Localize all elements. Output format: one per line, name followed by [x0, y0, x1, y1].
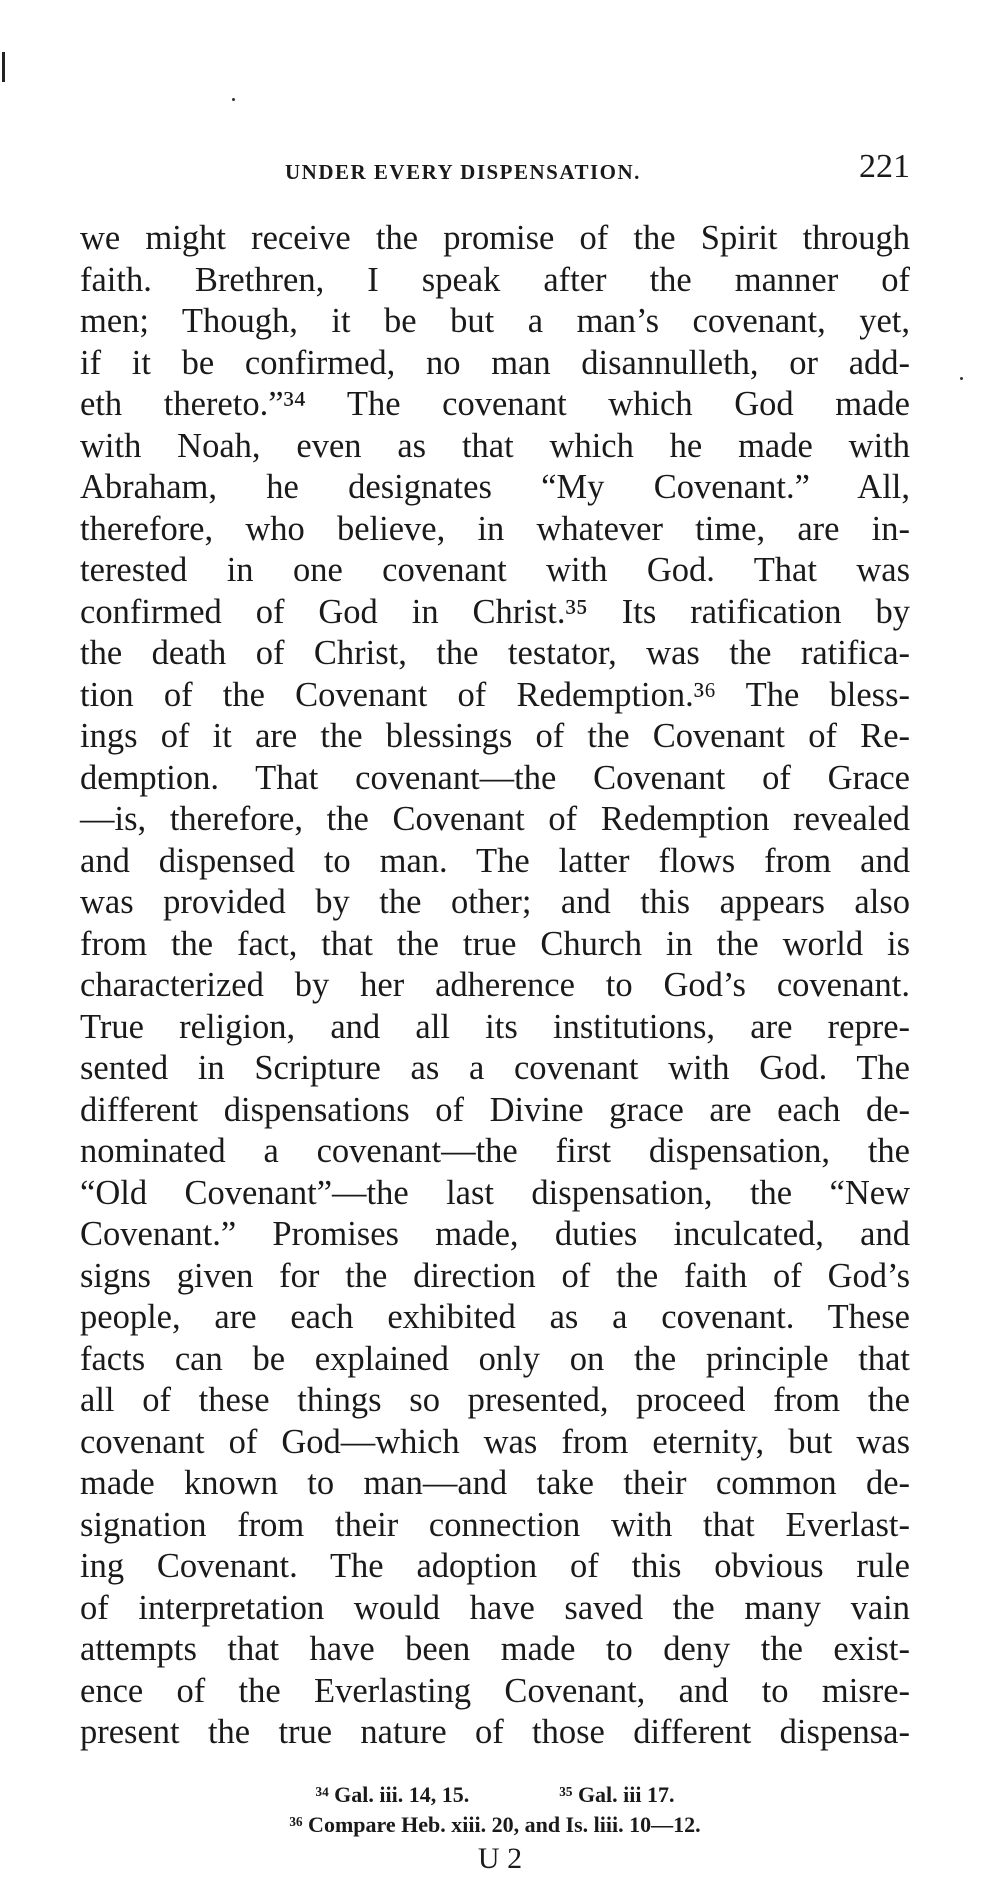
text-line: covenant of God—which was from eternity, but was	[80, 1422, 910, 1461]
scan-speck	[232, 98, 235, 101]
text-line: present the true nature of those different dispensa-	[80, 1713, 910, 1751]
footnote-35: ³⁵ Gal. iii 17.	[559, 1782, 675, 1807]
footnote-34: ³⁴ Gal. iii. 14, 15.	[315, 1782, 470, 1807]
page-header	[80, 148, 910, 194]
text-line: attempts that have been made to deny the exist-	[80, 1630, 910, 1668]
scan-speck	[960, 377, 963, 380]
text-line: nominated a covenant—the first dispensation, the	[80, 1132, 910, 1170]
text-line: tion of the Covenant of Redemption.³⁶ The bless-	[80, 675, 910, 714]
text-line: signation from their connection with that Everlast-	[80, 1505, 910, 1544]
page-number: 221	[859, 148, 910, 185]
scan-artifact-mark	[2, 52, 5, 82]
text-line: with Noah, even as that which he made with	[80, 426, 910, 465]
footnote-row	[80, 1810, 910, 1840]
text-line: demption. That covenant—the Covenant of Grace	[80, 758, 910, 797]
text-line: all of these things so presented, proceed from the	[80, 1381, 910, 1419]
text-line: ing Covenant. The adoption of this obvious rule	[80, 1547, 910, 1585]
text-line: of interpretation would have saved the many vain	[80, 1588, 910, 1627]
text-line: ings of it are the blessings of the Covenant of Re-	[80, 717, 910, 755]
text-line: eth thereto.”³⁴ The covenant which God made	[80, 385, 910, 423]
text-line: characterized by her adherence to God’s covenant.	[80, 966, 910, 1004]
text-line: faith. Brethren, I speak after the manner of	[80, 260, 910, 299]
text-line: True religion, and all its institutions, are repre-	[80, 1007, 910, 1046]
text-line: —is, therefore, the Covenant of Redemption revealed	[80, 800, 910, 838]
text-line: signs given for the direction of the faith of God’s	[80, 1256, 910, 1295]
running-title: UNDER EVERY DISPENSATION.	[285, 160, 641, 184]
text-line: from the fact, that the true Church in the world is	[80, 924, 910, 963]
text-line: facts can be explained only on the principle that	[80, 1339, 910, 1378]
text-line: therefore, who believe, in whatever time, are in-	[80, 509, 910, 548]
text-line: confirmed of God in Christ.³⁵ Its ratification by	[80, 592, 910, 631]
signature-mark: U 2	[477, 1842, 523, 1875]
text-line: men; Though, it be but a man’s covenant, yet,	[80, 302, 910, 340]
text-line: terested in one covenant with God. That was	[80, 551, 910, 589]
text-line: the death of Christ, the testator, was the ratifica-	[80, 634, 910, 672]
text-line: if it be confirmed, no man disannulleth, or add-	[80, 343, 910, 382]
text-line: Abraham, he designates “My Covenant.” All,	[80, 468, 910, 506]
footnotes	[80, 1780, 910, 1840]
text-line: Covenant.” Promises made, duties inculcated, and	[80, 1215, 910, 1253]
text-line: “Old Covenant”—the last dispensation, the “New	[80, 1173, 910, 1212]
text-line: ence of the Everlasting Covenant, and to misre-	[80, 1671, 910, 1710]
text-line: sented in Scripture as a covenant with God. The	[80, 1049, 910, 1087]
text-line: people, are each exhibited as a covenant. These	[80, 1298, 910, 1336]
text-line: made known to man—and take their common de-	[80, 1464, 910, 1502]
text-line: was provided by the other; and this appears also	[80, 883, 910, 921]
text-line: and dispensed to man. The latter flows from and	[80, 841, 910, 880]
text-line: we might receive the promise of the Spirit through	[80, 219, 910, 257]
footnote-row	[80, 1780, 910, 1810]
footnote-36: ³⁶ Compare Heb. xiii. 20, and Is. liii. 10—12.	[289, 1812, 701, 1837]
body-text	[80, 218, 910, 1754]
text-line: different dispensations of Divine grace are each de-	[80, 1090, 910, 1129]
